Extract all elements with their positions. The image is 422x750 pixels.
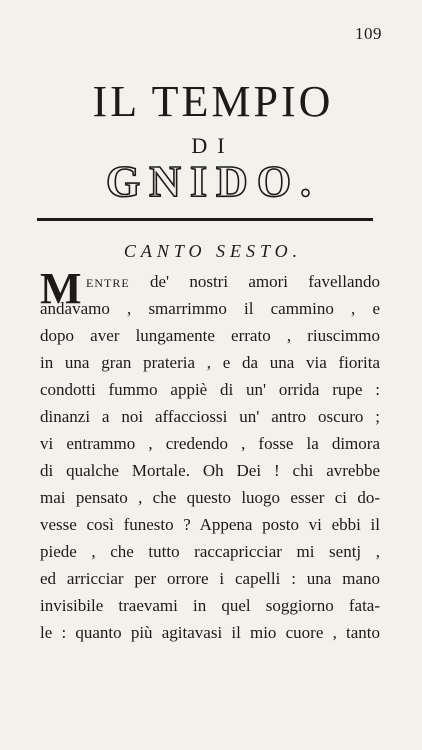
text-line: andavamo , smarrimmo il cammino , e	[40, 299, 380, 318]
page-number: 109	[355, 24, 382, 43]
text-line: mai pensato , che questo luogo esser ci do-	[40, 488, 380, 507]
text-line: vesse così funesto ? Appena posto vi ebbi il	[40, 515, 380, 534]
text-line: in una gran prateria , e da una via fiorita	[40, 353, 380, 372]
text-line: le : quanto più agitavasi il mio cuore , tanto	[40, 623, 380, 642]
text-line: dopo aver lungamente errato , riuscimmo	[40, 326, 380, 345]
horizontal-rule	[37, 218, 373, 221]
body-text	[40, 264, 381, 646]
text-line: invisibile traevami in quel soggiorno fata-	[40, 596, 380, 615]
title-line-2: DI	[191, 133, 235, 158]
text-line: vi entrammo , credendo , fosse la dimora	[40, 434, 380, 453]
drop-cap-letter: M	[40, 264, 81, 313]
section-heading: CANTO SESTO.	[123, 241, 303, 261]
text-line: piede , che tutto raccapricciar mi sentj ,	[40, 542, 380, 561]
title-line-1: IL TEMPIO	[92, 77, 334, 126]
first-word-rest: entre	[86, 272, 130, 291]
text-line: dinanzi a noi affacciossi un' antro oscuro ;	[40, 407, 380, 426]
text-line: di qualche Mortale. Oh Dei ! chi avrebbe	[40, 461, 380, 480]
text-line: ed arricciar per orrore i capelli : una mano	[40, 569, 380, 588]
title-line-3: GNIDO.	[105, 157, 321, 206]
text-line: condotti fummo appiè di un' orrida rupe :	[40, 380, 380, 399]
text-line	[40, 268, 380, 295]
text-line-content: de' nostri amori favellando	[149, 272, 381, 291]
